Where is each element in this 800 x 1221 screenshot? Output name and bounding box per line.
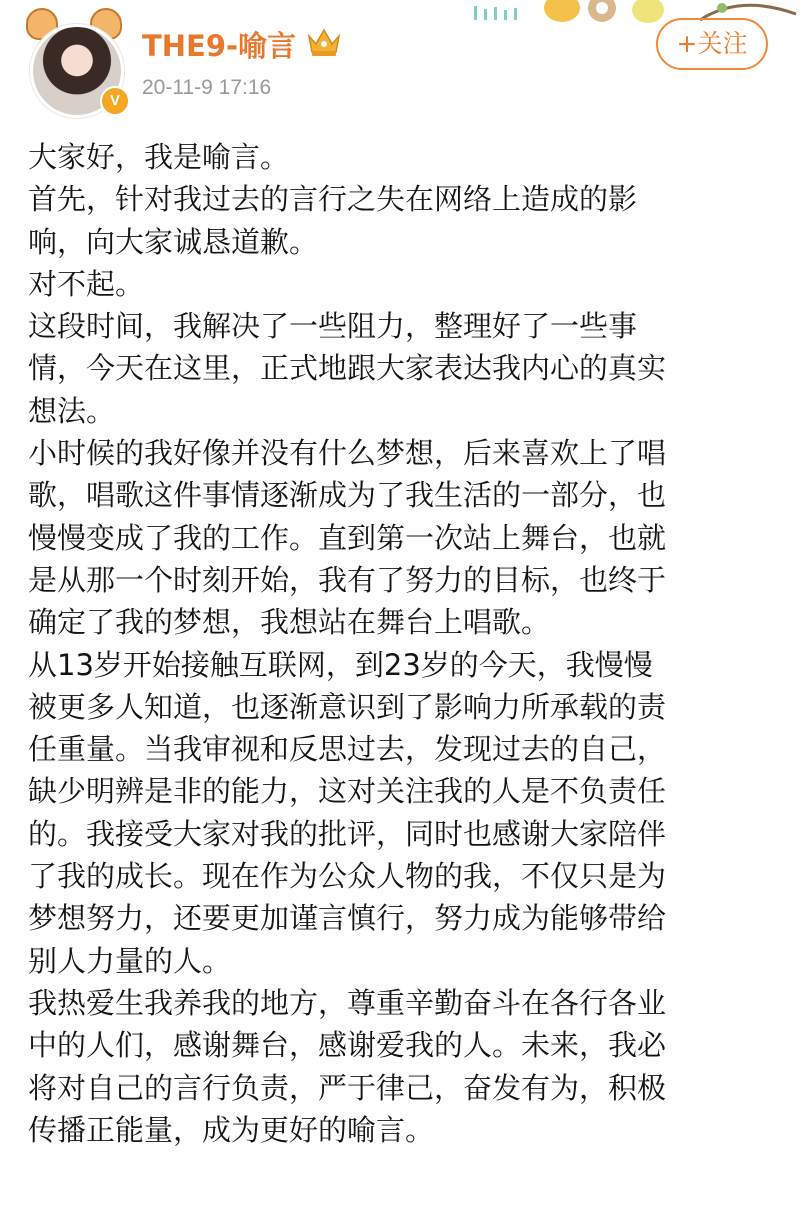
post-text-line: 歌，唱歌这件事情逐渐成为了我生活的一部分，也 xyxy=(28,478,667,513)
post-text-line: 确定了我的梦想，我想站在舞台上唱歌。 xyxy=(28,605,551,640)
post-text-line: 的。我接受大家对我的批评，同时也感谢大家陪伴 xyxy=(28,816,667,851)
post-text-line: 我热爱生我养我的地方，尊重辛勤奋斗在各行各业 xyxy=(28,985,667,1020)
post-text-line: 任重量。当我审视和反思过去，发现过去的自己， xyxy=(28,732,667,767)
post-header xyxy=(0,0,800,120)
post-text-line: 被更多人知道，也逐渐意识到了影响力所承载的责 xyxy=(28,689,667,724)
post-text-line: 将对自己的言行负责，严于律己，奋发有为，积极 xyxy=(28,1070,667,1105)
post-timestamp: 20-11-9 17:16 xyxy=(142,76,272,99)
crown-icon xyxy=(306,24,342,58)
post-text-line: 大家好，我是喻言。 xyxy=(28,140,290,174)
post-text-line: 是从那一个时刻开始，我有了努力的目标，也终于 xyxy=(28,562,667,597)
post-text-line: 首先，针对我过去的言行之失在网络上造成的影 xyxy=(28,182,638,217)
post-text-line: 这段时间，我解决了一些阻力，整理好了一些事 xyxy=(28,309,638,344)
post-text-line: 慢慢变成了我的工作。直到第一次站上舞台，也就 xyxy=(28,520,667,555)
follow-button[interactable]: +关注 xyxy=(656,18,768,70)
post-text-line: 响，向大家诚恳道歉。 xyxy=(28,224,319,259)
post-text-line: 对不起。 xyxy=(28,266,145,301)
username[interactable]: THE9-喻言 xyxy=(142,29,297,63)
post-text-line: 了我的成长。现在作为公众人物的我，不仅只是为 xyxy=(28,859,667,894)
avatar-frame[interactable] xyxy=(22,8,126,112)
post-text-line: 传播正能量，成为更好的喻言。 xyxy=(28,1112,435,1147)
post-body xyxy=(28,136,788,1151)
post-text-line: 梦想努力，还要更加谨言慎行，努力成为能够带给 xyxy=(28,901,667,936)
post-text-line: 从13岁开始接触互联网，到23岁的今天，我慢慢 xyxy=(28,647,653,682)
post-text-line: 小时候的我好像并没有什么梦想，后来喜欢上了唱 xyxy=(28,436,667,471)
post-text-line: 情，今天在这里，正式地跟大家表达我内心的真实 xyxy=(28,351,667,386)
post-text-line: 缺少明辨是非的能力，这对关注我的人是不负责任 xyxy=(28,774,667,809)
post-text-line: 别人力量的人。 xyxy=(28,943,232,978)
post-text-line: 中的人们，感谢舞台，感谢爱我的人。未来，我必 xyxy=(28,1028,667,1063)
post-text-line: 想法。 xyxy=(28,393,116,428)
verified-badge-icon: V xyxy=(100,86,130,116)
